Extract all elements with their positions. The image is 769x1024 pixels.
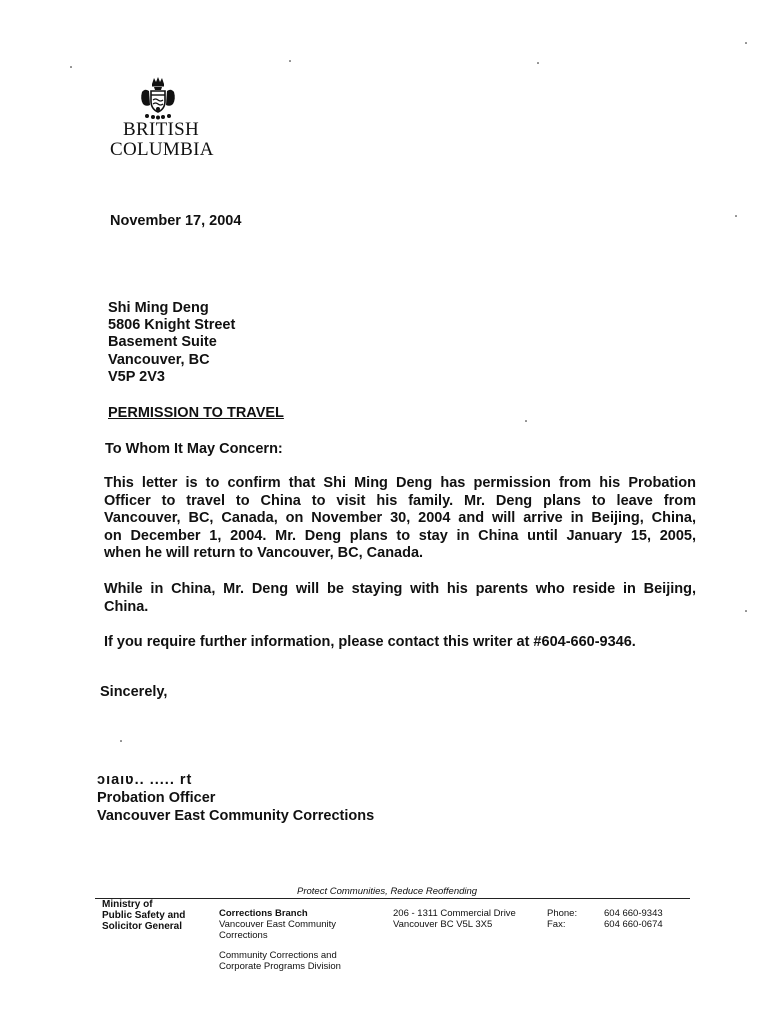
- letter-paragraph-3: [104, 634, 696, 652]
- scan-speck: [70, 66, 72, 68]
- fax-number: 604 660-0674: [604, 919, 663, 930]
- british-columbia-crest-icon: [138, 76, 178, 120]
- letter-paragraph-1: [104, 475, 696, 563]
- footer-contact-numbers: [604, 908, 663, 930]
- footer-branch: [219, 908, 336, 941]
- paragraph-line: This letter is to confirm that Shi Ming Deng has permission from his Probation: [104, 475, 696, 491]
- bc-logo: [108, 76, 218, 166]
- address-line: Vancouver BC V5L 3X5: [393, 919, 493, 930]
- letter-paragraph-2: [104, 581, 696, 616]
- recipient-city: Vancouver, BC: [108, 351, 210, 368]
- footer-address: [393, 908, 516, 930]
- scan-speck: [735, 215, 737, 217]
- letter-date: November 17, 2004: [110, 213, 242, 229]
- ministry-line: Public Safety and: [102, 910, 186, 921]
- paragraph-line: Vancouver, BC, Canada, on November 30, 2004 and will arrive in Beijing, China,: [104, 510, 696, 526]
- logo-text-line1: BRITISH: [123, 119, 199, 140]
- footer-contact-labels: [547, 908, 577, 930]
- paragraph-line: Officer to travel to China to visit his family. Mr. Deng plans to leave from: [104, 492, 696, 509]
- recipient-postal-code: V5P 2V3: [108, 368, 165, 385]
- paragraph-line: While in China, Mr. Deng will be staying with his parents who reside in Beijing,: [104, 581, 696, 597]
- letter-greeting: To Whom It May Concern:: [105, 441, 283, 457]
- division-line: Corporate Programs Division: [219, 961, 341, 972]
- scan-speck: [537, 62, 539, 64]
- footer-tagline: Protect Communities, Reduce Reoffending: [297, 886, 478, 897]
- logo-text-line2: COLUMBIA: [110, 139, 214, 160]
- recipient-suite: Basement Suite: [108, 334, 217, 351]
- signer-office: Vancouver East Community Corrections: [97, 808, 375, 824]
- paragraph-line: on December 1, 2004. Mr. Deng plans to stay in China until January 15, 2005,: [104, 527, 696, 544]
- letter-subject: PERMISSION TO TRAVEL: [108, 405, 284, 421]
- paragraph-line: when he will return to Vancouver, BC, Canada.: [104, 545, 424, 561]
- branch-title: Corrections Branch: [219, 908, 308, 919]
- ministry-line: Solicitor General: [102, 921, 183, 932]
- address-line: 206 - 1311 Commercial Drive: [393, 908, 516, 919]
- scan-speck: [120, 740, 122, 742]
- phone-label: Phone:: [547, 908, 578, 919]
- paragraph-line: If you require further information, please contact this writer at #604-660-9346.: [104, 634, 636, 650]
- signature-name-partial: ɔıaıʋ.. ..... rt: [97, 772, 193, 788]
- paragraph-line: China.: [104, 598, 149, 615]
- division-line: Community Corrections and: [219, 950, 337, 961]
- signer-title: Probation Officer: [97, 790, 216, 806]
- letter-closing: Sincerely,: [100, 684, 168, 700]
- branch-line: Corrections: [219, 930, 268, 941]
- recipient-name: Shi Ming Deng: [108, 300, 209, 316]
- phone-number: 604 660-9343: [604, 908, 663, 919]
- recipient-street: 5806 Knight Street: [108, 317, 236, 334]
- branch-line: Vancouver East Community: [219, 919, 337, 930]
- scan-speck: [745, 610, 747, 612]
- ministry-line: Ministry of: [102, 899, 153, 910]
- footer-ministry: [102, 899, 185, 932]
- scan-speck: [745, 42, 747, 44]
- fax-label: Fax:: [547, 919, 566, 930]
- footer-division: [219, 950, 341, 972]
- scan-speck: [289, 60, 291, 62]
- scan-speck: [525, 420, 527, 422]
- recipient-address: [108, 300, 235, 386]
